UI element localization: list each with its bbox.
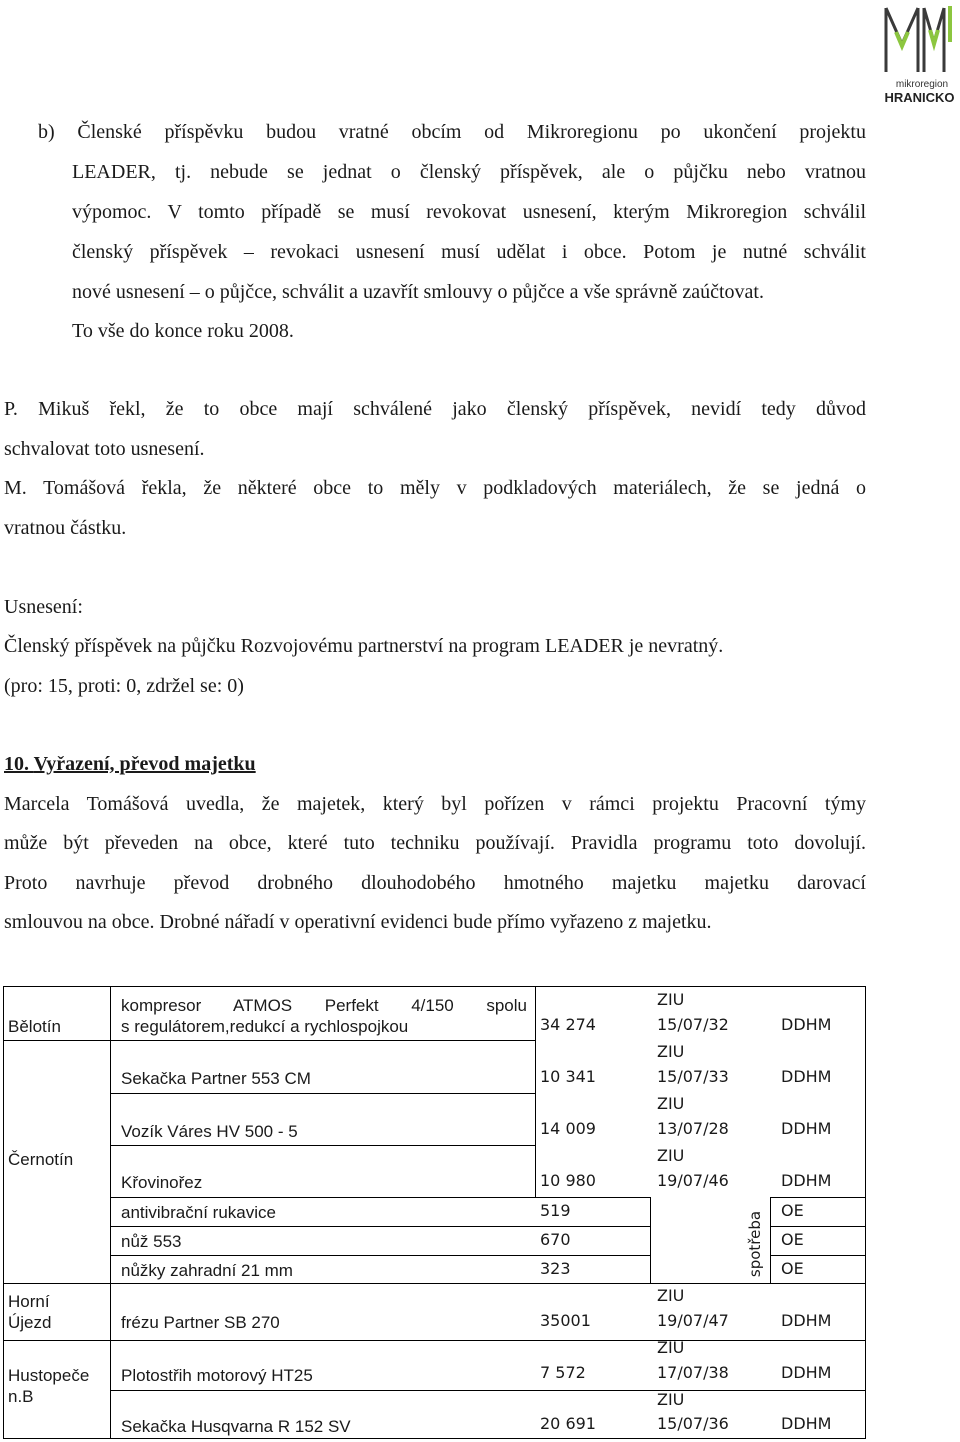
section-10-line-2: může být převeden na obce, které tuto techniku používají. Pravidla programu toto dovolují. xyxy=(4,832,866,854)
table-row-9-item: Plotostřih motorový HT25 xyxy=(121,1366,313,1385)
table-row-4-value: 10 980 xyxy=(540,1171,596,1190)
table-row-2-code-1: ZIU xyxy=(657,1042,685,1061)
table-row-1-item-line-2: s regulátorem,redukcí a rychlospojkou xyxy=(121,1017,409,1036)
table-row-5-item: antivibrační rukavice xyxy=(121,1203,276,1222)
table-row-10-code-2: 15/07/36 xyxy=(657,1414,729,1433)
table-row-7-value: 323 xyxy=(540,1259,571,1278)
section-10-line-3: Proto navrhuje převod drobného dlouhodobého hmotného majetku majetku darovací xyxy=(4,872,866,894)
paragraph-b-line-4: členský příspěvek – revokaci usnesení musí udělat i obce. Potom je nutné schválit xyxy=(72,241,866,263)
table-row-10-code-1: ZIU xyxy=(657,1390,685,1409)
municipality-belotin: Bělotín xyxy=(8,1017,61,1036)
vertical-label-spotreba xyxy=(740,1205,770,1285)
municipality-horni-ujezd-line-2: Újezd xyxy=(8,1313,52,1332)
table-row-9-value: 7 572 xyxy=(540,1363,586,1382)
table-row-1-value: 34 274 xyxy=(540,1015,596,1034)
discussion-line-4: vratnou částku. xyxy=(4,517,127,539)
table-row-9-type: DDHM xyxy=(781,1363,832,1382)
paragraph-b-line-1: b) Členské příspěvku budou vratné obcím od Mikroregionu po ukončení projektu xyxy=(38,121,866,143)
municipality-cernotin: Černotín xyxy=(8,1150,74,1169)
table-row-8-code-2: 19/07/47 xyxy=(657,1311,729,1330)
table-row-1-code-1: ZIU xyxy=(657,990,685,1009)
section-10-line-4: smlouvou na obce. Drobné nářadí v operativní evidenci bude přímo vyřazeno z majetku. xyxy=(4,911,712,933)
table-row-4-item: Křovinořez xyxy=(121,1173,203,1192)
table-row-2-type: DDHM xyxy=(781,1067,832,1086)
table-row-2-code-2: 15/07/33 xyxy=(657,1067,729,1086)
table-row-5-type: OE xyxy=(781,1201,804,1220)
section-10-title: Vyřazení, převod majetku xyxy=(33,753,256,775)
paragraph-b-line-5: nové usnesení – o půjčce, schválit a uzavřít smlouvy o půjčce a vše správně zaúčtovat. xyxy=(72,281,764,303)
table-row-6-type: OE xyxy=(781,1230,804,1249)
table-row-9-code-1: ZIU xyxy=(657,1338,685,1357)
discussion-line-2: schvalovat toto usnesení. xyxy=(4,438,205,460)
table-row-3-value: 14 009 xyxy=(540,1119,596,1138)
municipality-hustopece-line-1: Hustopeče xyxy=(8,1366,90,1385)
table-row-7-type: OE xyxy=(781,1259,804,1278)
table-row-4-type: DDHM xyxy=(781,1171,832,1190)
table-row-10-value: 20 691 xyxy=(540,1414,596,1433)
table-row-5-value: 519 xyxy=(540,1201,571,1220)
table-row-4-code-2: 19/07/46 xyxy=(657,1171,729,1190)
table-row-8-item: frézu Partner SB 270 xyxy=(121,1313,280,1332)
table-row-3-code-1: ZIU xyxy=(657,1094,685,1113)
discussion-line-1: P. Mikuš řekl, že to obce mají schválené jako členský příspěvek, nevidí tedy důvod xyxy=(4,398,866,420)
table-row-9-code-2: 17/07/38 xyxy=(657,1363,729,1382)
section-10-number: 10. xyxy=(4,753,29,775)
table-row-2-value: 10 341 xyxy=(540,1067,596,1086)
table-row-10-item: Sekačka Husqvarna R 152 SV xyxy=(121,1417,351,1436)
table-row-1-code-2: 15/07/32 xyxy=(657,1015,729,1034)
table-row-3-code-2: 13/07/28 xyxy=(657,1119,729,1138)
resolution-text: Členský příspěvek na půjčku Rozvojovému partnerství na program LEADER je nevratný. xyxy=(4,635,724,657)
municipality-hustopece-line-2: n.B xyxy=(8,1387,34,1406)
resolution-heading: Usnesení: xyxy=(4,596,83,618)
table-row-8-code-1: ZIU xyxy=(657,1286,685,1305)
logo-text-hranicko: HRANICKO xyxy=(884,90,955,105)
vertical-label-text: spotřeba xyxy=(746,1210,764,1278)
table-row-6-item: nůž 553 xyxy=(121,1232,182,1251)
table-row-4-code-1: ZIU xyxy=(657,1146,685,1165)
table-row-3-type: DDHM xyxy=(781,1119,832,1138)
paragraph-b-line-2: LEADER, tj. nebude se jednat o členský příspěvek, ale o půjčku nebo vratnou xyxy=(72,161,866,183)
municipality-horni-ujezd-line-1: Horní xyxy=(8,1292,50,1311)
table-row-2-item: Sekačka Partner 553 CM xyxy=(121,1069,311,1088)
table-row-8-type: DDHM xyxy=(781,1311,832,1330)
table-row-7-item: nůžky zahradní 21 mm xyxy=(121,1261,293,1280)
paragraph-b-line-3: výpomoc. V tomto případě se musí revokovat usnesení, kterým Mikroregion schválil xyxy=(72,201,866,223)
table-row-1-type: DDHM xyxy=(781,1015,832,1034)
logo-text-mikroregion: mikroregion xyxy=(895,79,949,90)
table-row-3-item: Vozík Váres HV 500 - 5 xyxy=(121,1122,298,1141)
section-10-heading xyxy=(4,752,256,776)
logo-graphic xyxy=(880,2,958,82)
section-10-line-1: Marcela Tomášová uvedla, že majetek, který byl pořízen v rámci projektu Pracovní týmy xyxy=(4,793,866,815)
table-row-6-value: 670 xyxy=(540,1230,571,1249)
paragraph-b-line-6: To vše do konce roku 2008. xyxy=(72,320,294,342)
table-row-1-item-line-1: kompresor ATMOS Perfekt 4/150 spolu xyxy=(121,996,527,1015)
resolution-vote: (pro: 15, proti: 0, zdržel se: 0) xyxy=(4,675,244,697)
discussion-line-3: M. Tomášová řekla, že některé obce to měly v podkladových materiálech, že se jedná o xyxy=(4,477,866,499)
mikroregion-logo xyxy=(880,2,958,108)
table-row-8-value: 35001 xyxy=(540,1311,591,1330)
table-row-10-type: DDHM xyxy=(781,1414,832,1433)
